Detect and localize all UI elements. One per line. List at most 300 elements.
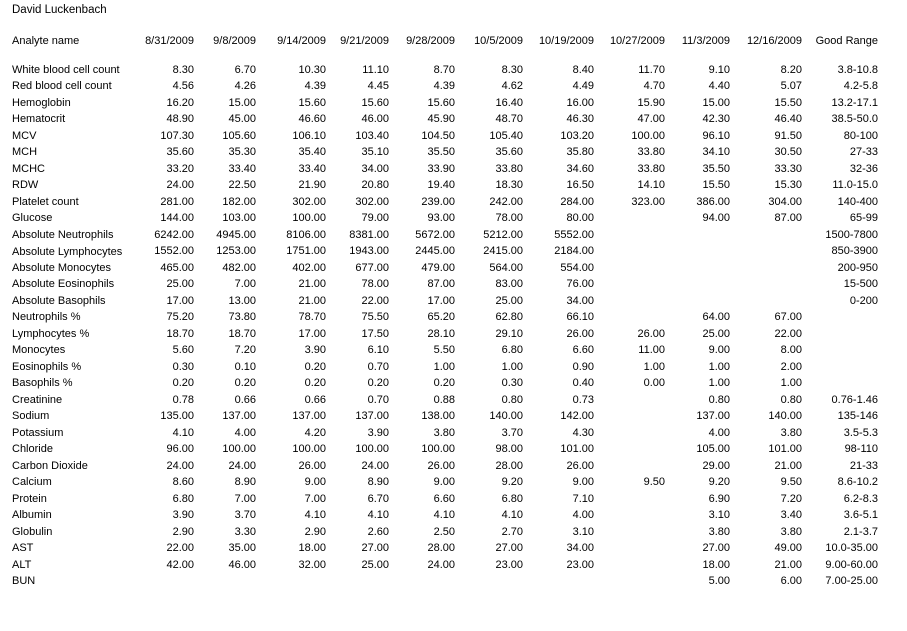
result-value: 16.40: [495, 96, 523, 109]
result-value: 137.00: [696, 410, 730, 422]
analyte-name: MCH: [12, 146, 38, 158]
good-range: 3.5-5.3: [843, 426, 878, 439]
result-value: 73.80: [228, 311, 256, 323]
result-value: 105.00: [696, 443, 730, 455]
result-value: 7.20: [234, 344, 256, 356]
result-value: 304.00: [768, 195, 802, 208]
result-value: [523, 572, 594, 589]
analyte-name: Absolute Eosinophils: [12, 278, 115, 290]
date-header: 12/16/2009: [746, 35, 802, 47]
good-range: 200-950: [837, 261, 878, 274]
result-value: 32.00: [298, 558, 326, 571]
result-value: 0.20: [367, 377, 389, 389]
result-value: 22.50: [228, 179, 256, 191]
good-range: 8.6-10.2: [837, 476, 878, 488]
good-range: [802, 341, 878, 358]
table-row: [12, 341, 878, 358]
result-value: 7.10: [572, 492, 594, 505]
analyte-name: Creatinine: [12, 393, 63, 406]
result-value: 27.00: [495, 542, 523, 554]
result-value: 8.20: [780, 63, 802, 76]
result-value: 3.90: [172, 509, 194, 521]
result-value: 27.00: [361, 542, 389, 554]
result-value: 8.00: [780, 344, 802, 356]
result-value: [594, 275, 665, 292]
result-value: 35.00: [228, 542, 256, 554]
result-value: 5.00: [708, 575, 730, 587]
analyte-name: Red blood cell count: [12, 80, 112, 92]
result-value: 0.80: [780, 393, 802, 406]
result-value: 24.00: [361, 459, 389, 472]
result-value: 35.10: [361, 146, 389, 158]
result-value: [594, 489, 665, 506]
result-value: [194, 572, 256, 589]
table-row: [12, 275, 878, 292]
good-range: 3.6-5.1: [843, 509, 878, 521]
table-row: [12, 473, 878, 490]
result-value: 5.07: [780, 80, 802, 92]
good-range: [802, 357, 878, 374]
result-value: 479.00: [421, 261, 455, 274]
result-value: 46.30: [566, 113, 594, 125]
date-header: 10/5/2009: [474, 35, 523, 47]
result-value: 28.10: [427, 327, 455, 340]
table-row: [12, 522, 878, 539]
result-value: 27.00: [702, 542, 730, 554]
result-value: 67.00: [774, 311, 802, 323]
result-value: 0.20: [304, 377, 326, 389]
range-header: Good Range: [815, 35, 878, 47]
result-value: [665, 225, 730, 242]
result-value: 35.80: [566, 146, 594, 158]
analyte-name: BUN: [12, 575, 36, 587]
result-value: 137.00: [222, 410, 256, 422]
result-value: 137.00: [355, 410, 389, 422]
analyte-name: AST: [12, 542, 34, 554]
result-value: 101.00: [560, 443, 594, 455]
analyte-name: RDW: [12, 179, 39, 191]
result-value: 34.00: [361, 162, 389, 175]
result-value: 1.00: [643, 360, 665, 373]
good-range: 4.2-5.8: [843, 80, 878, 92]
result-value: [594, 572, 665, 589]
analyte-name: Absolute Neutrophils: [12, 228, 114, 241]
analyte-name: Hematocrit: [12, 113, 66, 125]
result-value: 18.30: [495, 179, 523, 191]
analyte-name: White blood cell count: [12, 63, 120, 76]
table-row: [12, 440, 878, 457]
result-value: 6.70: [234, 63, 256, 76]
result-value: 15.60: [427, 96, 455, 109]
result-value: 105.60: [222, 129, 256, 142]
result-value: 2.00: [780, 360, 802, 373]
result-value: 21.00: [774, 558, 802, 571]
result-value: 33.80: [637, 146, 665, 158]
result-value: 138.00: [421, 410, 455, 422]
result-value: 8.70: [433, 63, 455, 76]
analyte-name: Albumin: [12, 509, 52, 521]
analyte-name: ALT: [12, 558, 32, 571]
result-value: 137.00: [292, 410, 326, 422]
result-value: 8.30: [172, 63, 194, 76]
result-value: 1943.00: [349, 245, 389, 257]
result-value: 15.00: [228, 96, 256, 109]
lab-results-table: [12, 14, 878, 588]
table-row: [12, 77, 878, 94]
result-value: 17.00: [298, 327, 326, 340]
result-value: [594, 456, 665, 473]
good-range: 850-3900: [831, 245, 878, 257]
result-value: [730, 258, 802, 275]
result-value: 4.49: [572, 80, 594, 92]
result-value: 80.00: [566, 212, 594, 224]
result-value: 100.00: [421, 443, 455, 455]
result-value: 18.00: [298, 542, 326, 554]
table-row: [12, 110, 878, 127]
result-value: 4.39: [433, 80, 455, 92]
result-value: [594, 258, 665, 275]
result-value: 104.50: [421, 129, 455, 142]
result-value: 34.00: [566, 294, 594, 307]
result-value: 4.62: [501, 80, 523, 92]
table-row: [12, 423, 878, 440]
result-value: 4.30: [572, 426, 594, 439]
result-value: 46.40: [774, 113, 802, 125]
table-row: [12, 506, 878, 523]
result-value: 4.40: [708, 80, 730, 92]
result-value: 78.00: [495, 212, 523, 224]
result-value: 386.00: [696, 195, 730, 208]
patient-name: David Luckenbach: [12, 4, 107, 16]
result-value: 9.50: [780, 476, 802, 488]
good-range: 3.8-10.8: [837, 63, 878, 76]
result-value: 26.00: [566, 327, 594, 340]
result-value: 142.00: [560, 410, 594, 422]
good-range: 27-33: [849, 146, 878, 158]
good-range: [802, 374, 878, 391]
result-value: 9.50: [643, 476, 665, 488]
result-value: 35.60: [166, 146, 194, 158]
result-value: 17.50: [361, 327, 389, 340]
result-value: 0.30: [172, 360, 194, 373]
result-value: [665, 291, 730, 308]
result-value: [730, 291, 802, 308]
result-value: 5.50: [433, 344, 455, 356]
result-value: 2.90: [172, 525, 194, 538]
result-value: 144.00: [160, 212, 194, 224]
result-value: 402.00: [292, 261, 326, 274]
result-value: 75.50: [361, 311, 389, 323]
result-value: 96.00: [166, 443, 194, 455]
good-range: 7.00-25.00: [825, 575, 878, 587]
result-value: 4.70: [643, 80, 665, 92]
result-value: 0.20: [234, 377, 256, 389]
result-value: [594, 539, 665, 556]
good-range: [802, 324, 878, 341]
result-value: 2.90: [304, 525, 326, 538]
result-value: 100.00: [292, 443, 326, 455]
result-value: 0.40: [572, 377, 594, 389]
result-value: 2.60: [367, 525, 389, 538]
result-value: 0.78: [172, 393, 194, 406]
header-spacer: [12, 48, 878, 60]
result-value: 9.20: [501, 476, 523, 488]
good-range: 9.00-60.00: [825, 558, 878, 571]
good-range: 38.5-50.0: [831, 113, 878, 125]
result-value: 26.00: [298, 459, 326, 472]
result-value: 11.70: [638, 63, 665, 76]
result-value: 48.90: [166, 113, 194, 125]
result-value: 0.88: [433, 393, 455, 406]
result-value: 62.80: [495, 311, 523, 323]
result-value: 6.60: [572, 344, 594, 356]
result-value: 3.80: [780, 525, 802, 538]
good-range: 10.0-35.00: [825, 542, 878, 554]
result-value: 3.80: [780, 426, 802, 439]
analyte-name: Hemoglobin: [12, 96, 71, 109]
result-value: 35.40: [298, 146, 326, 158]
result-value: 2184.00: [554, 245, 594, 257]
analyte-name: Monocytes: [12, 344, 66, 356]
result-value: 42.00: [166, 558, 194, 571]
result-value: 46.00: [228, 558, 256, 571]
result-value: 24.00: [166, 459, 194, 472]
header-row: [12, 14, 878, 48]
result-value: 45.00: [228, 113, 256, 125]
result-value: 9.00: [572, 476, 594, 488]
result-value: 49.00: [774, 542, 802, 554]
result-value: 8106.00: [286, 228, 326, 241]
result-value: 0.80: [501, 393, 523, 406]
result-value: 16.50: [566, 179, 594, 191]
result-value: 6.60: [433, 492, 455, 505]
result-value: 6.10: [367, 344, 389, 356]
result-value: 0.10: [234, 360, 256, 373]
result-value: 13.00: [228, 294, 256, 307]
result-value: [730, 275, 802, 292]
result-value: 78.00: [361, 278, 389, 290]
result-value: 24.00: [228, 459, 256, 472]
result-value: 46.60: [298, 113, 326, 125]
result-value: 22.00: [166, 542, 194, 554]
result-value: 4.20: [304, 426, 326, 439]
result-value: [665, 242, 730, 259]
result-value: 5552.00: [554, 228, 594, 241]
result-value: 4.39: [304, 80, 326, 92]
analyte-name: Absolute Lymphocytes: [12, 246, 123, 258]
result-value: 18.00: [702, 558, 730, 571]
result-value: 0.30: [501, 377, 523, 389]
result-value: 3.80: [433, 426, 455, 439]
result-value: 239.00: [421, 195, 455, 208]
result-value: 281.00: [160, 195, 194, 208]
result-value: 9.20: [708, 476, 730, 488]
result-value: 19.40: [427, 179, 455, 191]
result-value: [140, 572, 194, 589]
result-value: 6242.00: [154, 228, 194, 241]
date-header: 11/3/2009: [681, 35, 730, 47]
table-row: [12, 456, 878, 473]
analyte-name: MCV: [12, 129, 37, 142]
result-value: 26.00: [637, 327, 665, 340]
result-value: 0.66: [304, 393, 326, 406]
analyte-name: MCHC: [12, 162, 45, 175]
result-value: 101.00: [768, 443, 802, 455]
result-value: 8.90: [367, 476, 389, 488]
result-value: 3.70: [234, 509, 256, 521]
result-value: 29.00: [702, 459, 730, 472]
result-value: 4.10: [304, 509, 326, 521]
analyte-name: Calcium: [12, 476, 52, 488]
result-value: 6.00: [780, 575, 802, 587]
result-value: 182.00: [222, 195, 256, 208]
result-value: 140.00: [768, 410, 802, 422]
result-value: 6.90: [708, 492, 730, 505]
result-value: 100.00: [631, 129, 665, 142]
result-value: 26.00: [427, 459, 455, 472]
result-value: 0.20: [172, 377, 194, 389]
result-value: [594, 291, 665, 308]
result-value: 0.00: [643, 377, 665, 389]
analyte-name: Protein: [12, 492, 47, 505]
good-range: 2.1-3.7: [843, 525, 878, 538]
result-value: 16.00: [566, 96, 594, 109]
result-value: 1552.00: [154, 245, 194, 257]
result-value: 15.60: [298, 96, 326, 109]
result-value: 18.70: [228, 327, 256, 340]
result-value: 2.70: [501, 525, 523, 538]
result-value: 2.50: [433, 525, 455, 538]
table-row: [12, 374, 878, 391]
result-value: 465.00: [160, 261, 194, 274]
result-value: 140.00: [489, 410, 523, 422]
result-value: 34.60: [566, 162, 594, 175]
result-value: 24.00: [166, 179, 194, 191]
result-value: 48.70: [495, 113, 523, 125]
good-range: 13.2-17.1: [831, 96, 878, 109]
table-row: [12, 209, 878, 226]
result-value: 30.50: [774, 146, 802, 158]
table-row: [12, 242, 878, 259]
result-value: 15.60: [361, 96, 389, 109]
result-value: 11.00: [638, 344, 665, 356]
result-value: 3.10: [572, 525, 594, 538]
result-value: 100.00: [355, 443, 389, 455]
result-value: 21.90: [298, 179, 326, 191]
result-value: 33.30: [774, 162, 802, 175]
table-row: [12, 555, 878, 572]
result-value: 8.40: [572, 63, 594, 76]
result-value: 15.50: [702, 179, 730, 191]
table-row: [12, 93, 878, 110]
result-value: 23.00: [495, 558, 523, 571]
result-value: 25.00: [702, 327, 730, 340]
analyte-name: Carbon Dioxide: [12, 459, 88, 472]
result-value: 96.10: [702, 129, 730, 142]
result-value: 35.60: [495, 146, 523, 158]
analyte-name: Globulin: [12, 525, 53, 538]
result-value: 21.00: [298, 294, 326, 307]
result-value: 103.00: [222, 212, 256, 224]
result-value: 135.00: [160, 410, 194, 422]
result-value: 100.00: [292, 212, 326, 224]
analyte-name: Glucose: [12, 212, 53, 224]
result-value: [594, 407, 665, 424]
table-row: [12, 357, 878, 374]
good-range: 140-400: [837, 195, 878, 208]
result-value: 3.80: [708, 525, 730, 538]
result-value: 75.20: [166, 311, 194, 323]
table-row: [12, 308, 878, 325]
result-value: 5.60: [172, 344, 194, 356]
result-value: 3.30: [234, 525, 256, 538]
analyte-header: Analyte name: [12, 35, 80, 47]
good-range: 80-100: [843, 129, 878, 142]
result-value: 45.90: [427, 113, 455, 125]
result-value: [594, 209, 665, 226]
result-value: 2445.00: [415, 245, 455, 257]
result-value: 302.00: [355, 195, 389, 208]
result-value: 4.10: [501, 509, 523, 521]
result-value: 1.00: [708, 360, 730, 373]
result-value: 64.00: [702, 311, 730, 323]
result-value: [665, 258, 730, 275]
result-value: 79.00: [361, 212, 389, 224]
result-value: 28.00: [427, 542, 455, 554]
good-range: 0-200: [849, 294, 878, 307]
table-row: [12, 60, 878, 77]
result-value: 8.60: [172, 476, 194, 488]
table-row: [12, 390, 878, 407]
result-value: 18.70: [166, 327, 194, 340]
result-value: [730, 225, 802, 242]
result-value: 25.00: [166, 278, 194, 290]
result-value: 4.10: [367, 509, 389, 521]
result-value: [594, 390, 665, 407]
result-value: [594, 506, 665, 523]
date-header: 10/19/2009: [538, 35, 594, 47]
result-value: 87.00: [427, 278, 455, 290]
result-value: [730, 242, 802, 259]
date-header: 9/28/2009: [406, 35, 455, 47]
table-row: [12, 126, 878, 143]
result-value: [594, 522, 665, 539]
table-row: [12, 407, 878, 424]
result-value: 3.90: [304, 344, 326, 356]
result-value: 323.00: [631, 195, 665, 208]
result-value: 23.00: [566, 558, 594, 571]
result-value: 4.10: [433, 509, 455, 521]
result-value: 46.00: [361, 113, 389, 125]
result-value: 98.00: [495, 443, 523, 455]
result-value: 16.20: [166, 96, 194, 109]
good-range: [802, 308, 878, 325]
result-value: 7.00: [304, 492, 326, 505]
result-value: 242.00: [489, 195, 523, 208]
result-value: [594, 225, 665, 242]
result-value: [594, 423, 665, 440]
table-row: [12, 324, 878, 341]
result-value: 28.00: [495, 459, 523, 472]
result-value: 21.00: [298, 278, 326, 290]
result-value: 20.80: [361, 179, 389, 191]
table-row: [12, 192, 878, 209]
result-value: 103.20: [560, 129, 594, 142]
result-value: 87.00: [774, 212, 802, 224]
result-value: 9.00: [433, 476, 455, 488]
analyte-name: Potassium: [12, 426, 64, 439]
lab-results-body: [12, 48, 878, 588]
